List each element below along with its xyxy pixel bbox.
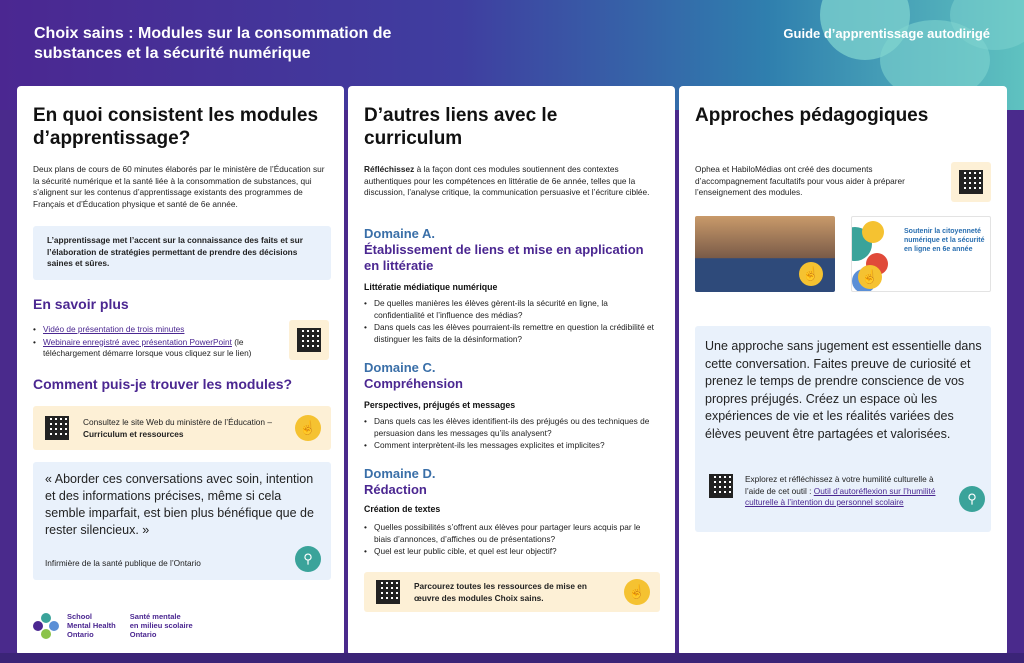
page-title: Choix sains : Modules sur la consommation de substances et la sécurité numérique: [34, 25, 392, 62]
learn-more-heading: En savoir plus: [33, 296, 129, 312]
resources-cta-box[interactable]: [364, 572, 660, 612]
humility-text: Explorez et réfléchissez à votre humilité culturelle à l’aide de cet outil : Outil d’autoréflexion sur l’humilité culturelle à l’intention du personnel scolaire: [745, 474, 936, 507]
panel-title: D’autres liens avec le curriculum: [364, 105, 558, 149]
intro-text: Deux plans de cours de 60 minutes élaborés par le ministère de l’Éducation sur la sécurité numérique et la santé liée à la consommation de substances, qui s’alignent sur les contenus d’apprentissage existants des programmes de Français et d’Éducation physique et santé de 6e année.: [33, 164, 325, 209]
highlight-text: L’apprentissage met l’accent sur la connaissance des faits et sur l’élaboration de stratégies permettant de prendre des décisions saines et sûres.: [47, 235, 303, 268]
webinar-link[interactable]: Webinaire enregistré avec présentation PowerPoint: [43, 336, 232, 347]
qr-code-icon: [45, 416, 69, 440]
logo-mark-icon: [33, 613, 59, 639]
guide-label: Guide d’apprentissage autodirigé: [783, 26, 990, 41]
domain-d-heading: Domaine D. Rédaction: [364, 466, 436, 497]
qr-code-box[interactable]: [289, 320, 329, 360]
domain-c-heading: Domaine C. Compréhension: [364, 360, 463, 391]
domain-a-subtitle: Littératie médiatique numérique: [364, 282, 498, 292]
domain-d-subtitle: Création de textes: [364, 504, 441, 514]
list-item: • Quelles possibilités s’offrent aux élèves pour partager leurs acquis par le biais d’annonces, d’affiches ou de présentations?: [364, 522, 654, 545]
list-item: [33, 337, 283, 360]
domain-a-list: [364, 298, 654, 346]
pointer-cursor-icon: ☝: [295, 415, 321, 441]
list-item: • Dans quels cas les élèves identifient-ils des préjugés ou des techniques de persuasion dans les messages qu’ils analysent?: [364, 416, 654, 439]
panel-title: Approches pédagogiques: [695, 105, 929, 126]
find-modules-text: Consultez le site Web du ministère de l’Éducation – Curriculum et ressources: [83, 417, 272, 439]
link-note: (le téléchargement démarre lorsque vous cliquez sur le lien): [43, 336, 252, 358]
pointer-cursor-icon: ☝: [858, 265, 882, 289]
ophea-resource-thumbnail[interactable]: [695, 216, 835, 292]
school-mental-health-logo: [33, 612, 193, 639]
pointer-cursor-icon: ☝: [624, 579, 650, 605]
pointer-cursor-icon: ☝: [799, 262, 823, 286]
approach-text: Une approche sans jugement est essentielle dans cette conversation. Faites preuve de curiosité et prenez le temps de prendre conscience de vos propres préjugés. Créez un espace où les expériences de vie et les réalités variées des élèves peuvent être partagées et valorisées.: [705, 339, 982, 441]
list-item: • Dans quels cas les élèves pourraient-ils remettre en question la crédibilité et distinguer les faits de la désinformation?: [364, 322, 654, 345]
approach-box: [695, 326, 991, 532]
find-modules-box[interactable]: [33, 406, 331, 450]
domain-c-subtitle: Perspectives, préjugés et messages: [364, 400, 516, 410]
domain-a-heading: Domaine A. Établissement de liens et mise en application en littératie: [364, 226, 644, 273]
logo-text-en: School Mental Health Ontario: [67, 612, 116, 639]
learn-more-links: [33, 324, 283, 361]
intro-text: Ophea et HabiloMédias ont créé des documents d’accompagnement facultatifs pour vous aider à préparer l’enseignement des modules.: [695, 164, 905, 197]
footer-band: [0, 653, 1024, 663]
quote-author: Infirmière de la santé publique de l’Ontario: [45, 558, 201, 568]
qr-code-icon: [297, 328, 321, 352]
key-icon: ⚲: [959, 486, 985, 512]
list-item: • Comment interprètent-ils les messages explicites et implicites?: [364, 440, 654, 452]
quote-text: « Aborder ces conversations avec soin, intention et des informations précises, même si cela semble imparfait, est bien plus bénéfique que de rester silencieux. »: [45, 472, 314, 537]
domain-c-list: [364, 416, 654, 453]
highlight-box: [33, 226, 331, 280]
quote-box: [33, 462, 331, 580]
list-item: • De quelles manières les élèves gèrent-ils la sécurité en ligne, la confidentialité et l’influence des médias?: [364, 298, 654, 321]
logo-text-fr: Santé mentale en milieu scolaire Ontario: [129, 612, 193, 639]
find-modules-heading: Comment puis-je trouver les modules?: [33, 376, 293, 392]
list-item: [33, 324, 283, 336]
panel-learning-modules: [17, 86, 344, 656]
qr-code-icon: [709, 474, 733, 498]
intro-text: Réfléchissez à la façon dont ces modules soutiennent des contextes authentiques pour les compétences en littératie de 6e année, telles que la discussion, l’analyse critique, la communication persuasive et l’écriture ciblée.: [364, 164, 650, 197]
panel-pedagogical-approaches: [679, 86, 1007, 656]
decorative-circle: [862, 221, 884, 243]
thumbnail-title: Soutenir la citoyenneté numérique et la sécurité en ligne en 6e année: [904, 228, 985, 253]
video-link[interactable]: Vidéo de présentation de trois minutes: [43, 324, 185, 334]
panel-title: En quoi consistent les modules d’apprentissage?: [33, 105, 319, 149]
humility-tool-link[interactable]: Outil d’autoréflexion sur l’humilité culturelle à l’intention du personnel scolaire: [745, 485, 936, 507]
qr-code-icon: [959, 170, 983, 194]
list-item: • Quel est leur public cible, et quel est leur objectif?: [364, 546, 654, 558]
resources-cta-text: Parcourez toutes les ressources de mise en œuvre des modules Choix sains.: [414, 581, 587, 603]
habilomedias-resource-thumbnail[interactable]: [851, 216, 991, 292]
panel-curriculum-links: [348, 86, 675, 656]
key-icon: ⚲: [295, 546, 321, 572]
domain-d-list: [364, 522, 654, 559]
qr-code-box[interactable]: [951, 162, 991, 202]
qr-code-icon: [376, 580, 400, 604]
